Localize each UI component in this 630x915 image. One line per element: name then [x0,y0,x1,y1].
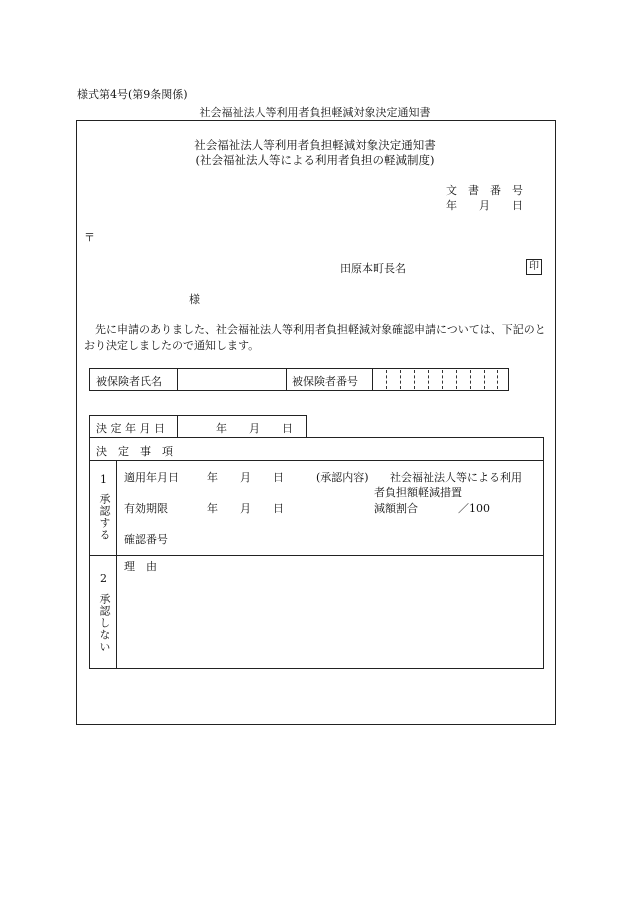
reject-label: 承認しない [98,593,111,653]
divider [89,460,544,461]
reject-number: 2 [100,572,107,585]
reason-label: 理 由 [124,560,157,573]
digit-separator [386,370,387,389]
apply-date-label: 適用年月日 [124,471,179,484]
notice-subtitle: (社会福祉法人等による利用者負担の軽減制度) [195,153,435,167]
decision-items-label: 決 定 事 項 [96,445,173,458]
digit-separator [497,370,498,389]
divider [177,368,178,391]
postal-mark: 〒 [84,231,95,244]
decision-date-label: 決 定 年 月 日 [96,422,165,435]
divider [372,368,373,391]
apply-date-value: 年 月 日 [207,471,284,484]
divider [89,555,544,556]
seal-mark: 印 [526,259,542,275]
notice-title: 社会福祉法人等利用者負担軽減対象決定通知書 [194,138,436,152]
approval-content-value: 社会福祉法人等による利用 [390,471,522,484]
reduction-rate-value: ／100 [458,502,490,515]
digit-separator [470,370,471,389]
addressee-honorific: 様 [189,293,200,306]
form-number: 様式第4号(第9条関係) [77,88,188,101]
confirmation-number-label: 確認番号 [124,533,168,546]
notice-body-text: 先に申請のありました、社会福祉法人等利用者負担軽減対象確認申請については、下記のとおり決定しましたので通知します。 [84,323,546,352]
approve-number: 1 [100,473,107,486]
approval-content-label: (承認内容) [316,471,369,484]
insured-number-label: 被保険者番号 [292,375,358,388]
digit-separator [400,370,401,389]
document-number-label: 文 書 番 号 [446,184,523,197]
valid-period-label: 有効期限 [124,502,168,515]
issue-date-label: 年 月 日 [446,199,523,212]
issuer-name: 田原本町長名 [340,262,406,275]
document-title: 社会福祉法人等利用者負担軽減対象決定通知書 [199,106,431,119]
valid-period-value: 年 月 日 [207,502,284,515]
digit-separator [484,370,485,389]
divider [177,415,178,438]
decision-date-value: 年 月 日 [216,422,293,435]
digit-separator [442,370,443,389]
reduction-rate-label: 減額割合 [374,502,418,515]
approve-label: 承認する [98,493,111,541]
divider [116,460,117,669]
digit-separator [456,370,457,389]
divider [286,368,287,391]
digit-separator [428,370,429,389]
approval-content-value-continued: 者負担額軽減措置 [374,486,462,499]
digit-separator [414,370,415,389]
insured-name-label: 被保険者氏名 [96,375,162,388]
